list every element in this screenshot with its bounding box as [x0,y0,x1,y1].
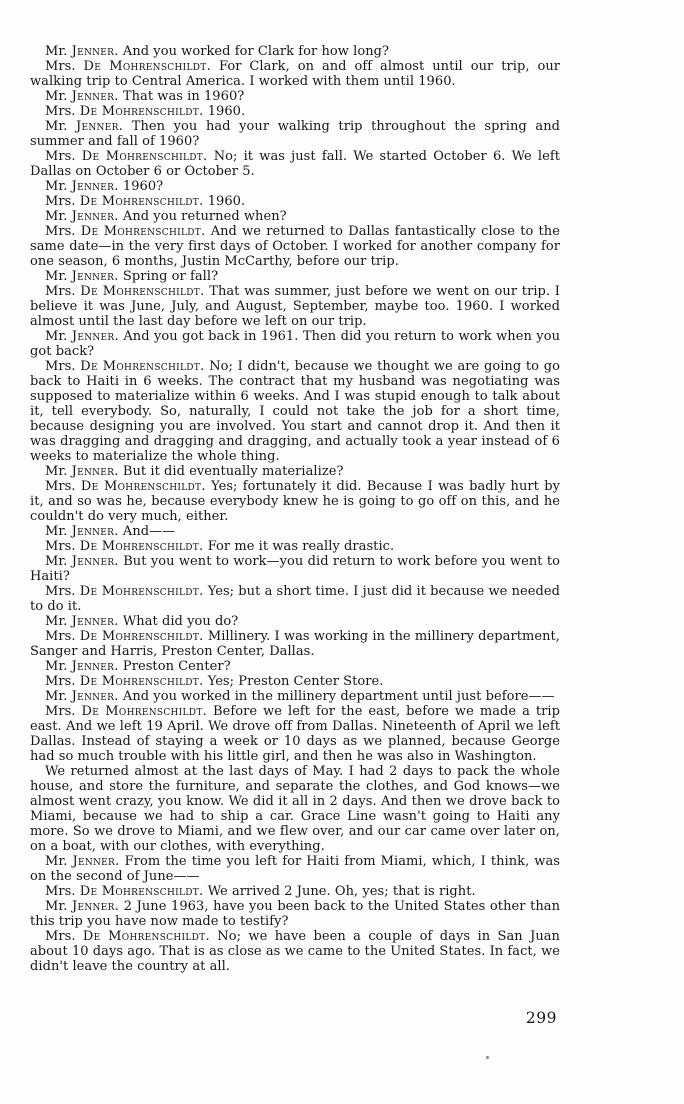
speech-text: That was in 1960? [122,89,245,104]
transcript-paragraph [30,629,560,659]
speaker-surname: Jenner. [76,119,124,134]
speech-text: No; we have been a couple of days in San Juan about 10 days ago. That is as close as we came to the United States. In fact, we didn't leave the country at all. [30,929,560,974]
speaker-surname: De Mohrenschildt. [81,704,208,719]
speech-text: Millinery. I was working in the millinery department, Sanger and Harris, Preston Center, Dallas. [30,629,560,659]
speaker-surname: Jenner. [71,44,119,59]
speaker-surname: De Mohrenschildt. [79,584,204,599]
speech-text: Preston Center? [122,659,231,674]
transcript-paragraph [30,929,560,974]
speech-text: And we returned to Dallas fantastically close to the same date—in the very first days of October. I worked for another company for one season, 6 months, Justin McCarthy, before our trip. [30,224,560,269]
transcript-paragraph [30,479,560,524]
transcript-paragraph [30,659,560,674]
speech-text: And you worked in the millinery department until just before—— [122,689,555,704]
transcript-paragraph [30,149,560,179]
speaker-surname: Jenner. [71,524,119,539]
speaker-label [45,704,207,719]
speaker-label [45,209,119,224]
speaker-label [45,899,119,914]
speaker-honorific: Mrs. [45,59,76,74]
speaker-surname: Jenner. [71,659,119,674]
speaker-label [45,554,119,569]
speech-text: And you worked for Clark for how long? [122,44,390,59]
transcript-paragraph [30,44,560,59]
speech-text: Spring or fall? [122,269,219,284]
speaker-honorific: Mrs. [45,224,76,239]
speaker-surname: De Mohrenschildt. [80,359,205,374]
transcript-paragraph [30,464,560,479]
speech-text: Yes; fortunately it did. Because I was badly hurt by it, and so was he, because everybody knew he is going to go off on this, and he couldn't do very much, either. [30,479,561,524]
speaker-label [45,329,119,344]
speaker-surname: De Mohrenschildt. [79,629,204,644]
transcript-paragraph [30,179,560,194]
transcript-paragraph [30,269,560,284]
speech-text: Before we left for the east, before we made a trip east. And we left 19 April. We drove off from Dallas. Nineteenth of April we left Dallas. Instead of staying a week or 10 days as we planned, because George had so much trouble with his little girl, and then he was also in Washington. [30,704,560,764]
speech-text: We returned almost at the last days of May. I had 2 days to pack the whole house, and store the furniture, and separate the clothes, and God knows—we almost went crazy, you know. We did it all in 2 days. And then we drove back to Miami, because we had to ship a car. Grace Line wasn't going to Haiti any more. So we drove to Miami, and we flew over, and our car came over later on, on a boat, with our clothes, with everything. [30,764,560,854]
speech-text: No; I didn't, because we thought we are going to go back to Haiti in 6 weeks. The contract that my husband was negotiating was supposed to materialize within 6 weeks. And I was stupid enough to talk about it, tell everybody. So, naturally, I could not take the job for a short time, because designing you are involved. You start and cannot drop it. And then it was dragging and dragging and dragging, and actually took a year instead of 6 weeks to materialize the whole thing. [30,359,560,464]
speaker-honorific: Mrs. [45,194,76,209]
speech-text: Then you had your walking trip throughout the spring and summer and fall of 1960? [30,119,560,149]
speaker-surname: De Mohrenschildt. [79,884,204,899]
transcript-paragraph [30,539,560,554]
speaker-surname: Jenner. [71,269,119,284]
speaker-label [45,884,204,899]
transcript-paragraph [30,704,560,764]
speaker-label [45,689,119,704]
speech-text: From the time you left for Haiti from Miami, which, I think, was on the second of June—— [30,854,560,884]
speaker-honorific: Mrs. [45,149,76,164]
speaker-surname: Jenner. [71,614,119,629]
speaker-honorific: Mr. [45,89,68,104]
speaker-label [45,284,205,299]
transcript-paragraph [30,884,560,899]
transcript-paragraph [30,524,560,539]
speaker-label [45,224,206,239]
speaker-surname: Jenner. [71,179,119,194]
speaker-label [45,269,119,284]
speaker-honorific: Mrs. [45,284,76,299]
speaker-label [45,629,204,644]
speaker-label [45,104,204,119]
transcript-paragraph [30,674,560,689]
speaker-label [45,179,119,194]
speaker-honorific: Mr. [45,614,68,629]
speaker-surname: Jenner. [71,89,119,104]
transcript-paragraph [30,89,560,104]
speaker-surname: Jenner. [71,689,119,704]
speaker-honorific: Mr. [45,464,68,479]
speaker-honorific: Mrs. [45,884,76,899]
page-number: 299 [525,1009,557,1027]
speaker-surname: Jenner. [72,854,120,869]
speaker-label [45,44,119,59]
speech-text: But you went to work—you did return to work before you went to Haiti? [30,554,560,584]
speaker-honorific: Mr. [45,209,68,224]
speech-text: What did you do? [122,614,239,629]
transcript-paragraph [30,614,560,629]
transcript-paragraph [30,329,560,359]
speaker-honorific: Mr. [45,689,68,704]
speaker-honorific: Mr. [45,329,68,344]
speaker-honorific: Mr. [45,659,68,674]
transcript-paragraph [30,119,560,149]
speaker-label [45,854,120,869]
speaker-label [45,929,210,944]
transcript-paragraph [30,584,560,614]
speaker-label [45,539,204,554]
speaker-surname: De Mohrenschildt. [79,539,204,554]
speaker-label [45,194,204,209]
speaker-label [45,614,119,629]
speech-text: And you got back in 1961. Then did you return to work when you got back? [30,329,560,359]
speech-text: We arrived 2 June. Oh, yes; that is right. [207,884,476,899]
transcript-paragraph [30,194,560,209]
transcript-paragraph [30,899,560,929]
speaker-label [45,524,119,539]
transcript-paragraph [30,359,560,464]
speaker-honorific: Mr. [45,524,68,539]
speaker-surname: De Mohrenschildt. [79,194,204,209]
speaker-surname: De Mohrenschildt. [80,224,206,239]
speaker-label [45,119,123,134]
speaker-honorific: Mr. [45,899,68,914]
speaker-label [45,149,208,164]
speaker-honorific: Mrs. [45,704,76,719]
speech-text: Yes; but a short time. I just did it because we needed to do it. [30,584,560,614]
transcript-paragraph [30,554,560,584]
speaker-label [45,584,204,599]
speaker-honorific: Mrs. [45,929,76,944]
speaker-honorific: Mrs. [45,629,76,644]
speech-text: For me it was really drastic. [207,539,395,554]
speaker-surname: Jenner. [71,464,119,479]
speaker-label [45,359,205,374]
speaker-honorific: Mr. [45,269,68,284]
speaker-honorific: Mrs. [45,539,76,554]
transcript [30,44,560,974]
speaker-honorific: Mrs. [45,584,76,599]
speaker-honorific: Mrs. [45,359,76,374]
speaker-label [45,659,119,674]
speech-text: 1960. [207,104,246,119]
speaker-surname: De Mohrenschildt. [80,479,206,494]
speaker-surname: Jenner. [71,899,120,914]
transcript-paragraph [30,689,560,704]
speaker-surname: De Mohrenschildt. [80,284,205,299]
speaker-honorific: Mr. [45,554,68,569]
speaker-honorific: Mrs. [45,674,76,689]
speaker-surname: Jenner. [71,554,119,569]
speaker-surname: Jenner. [71,209,119,224]
transcript-paragraph [30,854,560,884]
speech-text: But it did eventually materialize? [122,464,344,479]
speaker-label [45,479,206,494]
speech-text: For Clark, on and off almost until our trip, our walking trip to Central America. I worked with them until 1960. [30,59,561,89]
transcript-paragraph [30,224,560,269]
speech-text: No; it was just fall. We started October 6. We left Dallas on October 6 or October 5. [30,149,560,179]
speech-text: Yes; Preston Center Store. [207,674,384,689]
speaker-honorific: Mr. [45,854,68,869]
speech-text: 1960. [207,194,246,209]
speaker-honorific: Mr. [45,179,68,194]
speaker-surname: De Mohrenschildt. [79,674,204,689]
transcript-paragraph [30,284,560,329]
speaker-label [45,674,204,689]
speaker-honorific: Mrs. [45,479,76,494]
speaker-honorific: Mrs. [45,104,76,119]
speech-text: 1960? [122,179,164,194]
speaker-label [45,464,119,479]
speaker-honorific: Mr. [45,119,68,134]
speaker-label [45,89,119,104]
speaker-honorific: Mr. [45,44,68,59]
speech-text: That was summer, just before we went on our trip. I believe it was June, July, and August, September, maybe too. 1960. I worked almost until the last day before we left on our trip. [30,284,560,329]
speaker-surname: Jenner. [71,329,119,344]
speech-text: And you returned when? [122,209,287,224]
transcript-paragraph [30,104,560,119]
transcript-paragraph [30,59,560,89]
speaker-surname: De Mohrenschildt. [83,59,212,74]
print-speck [486,1056,489,1059]
speech-text: And—— [122,524,176,539]
speaker-surname: De Mohrenschildt. [82,929,210,944]
transcript-paragraph [30,209,560,224]
speech-text: 2 June 1963, have you been back to the United States other than this trip you have now made to testify? [30,899,561,929]
transcript-paragraph [30,764,560,854]
speaker-surname: De Mohrenschildt. [79,104,204,119]
speaker-surname: De Mohrenschildt. [81,149,208,164]
speaker-label [45,59,211,74]
